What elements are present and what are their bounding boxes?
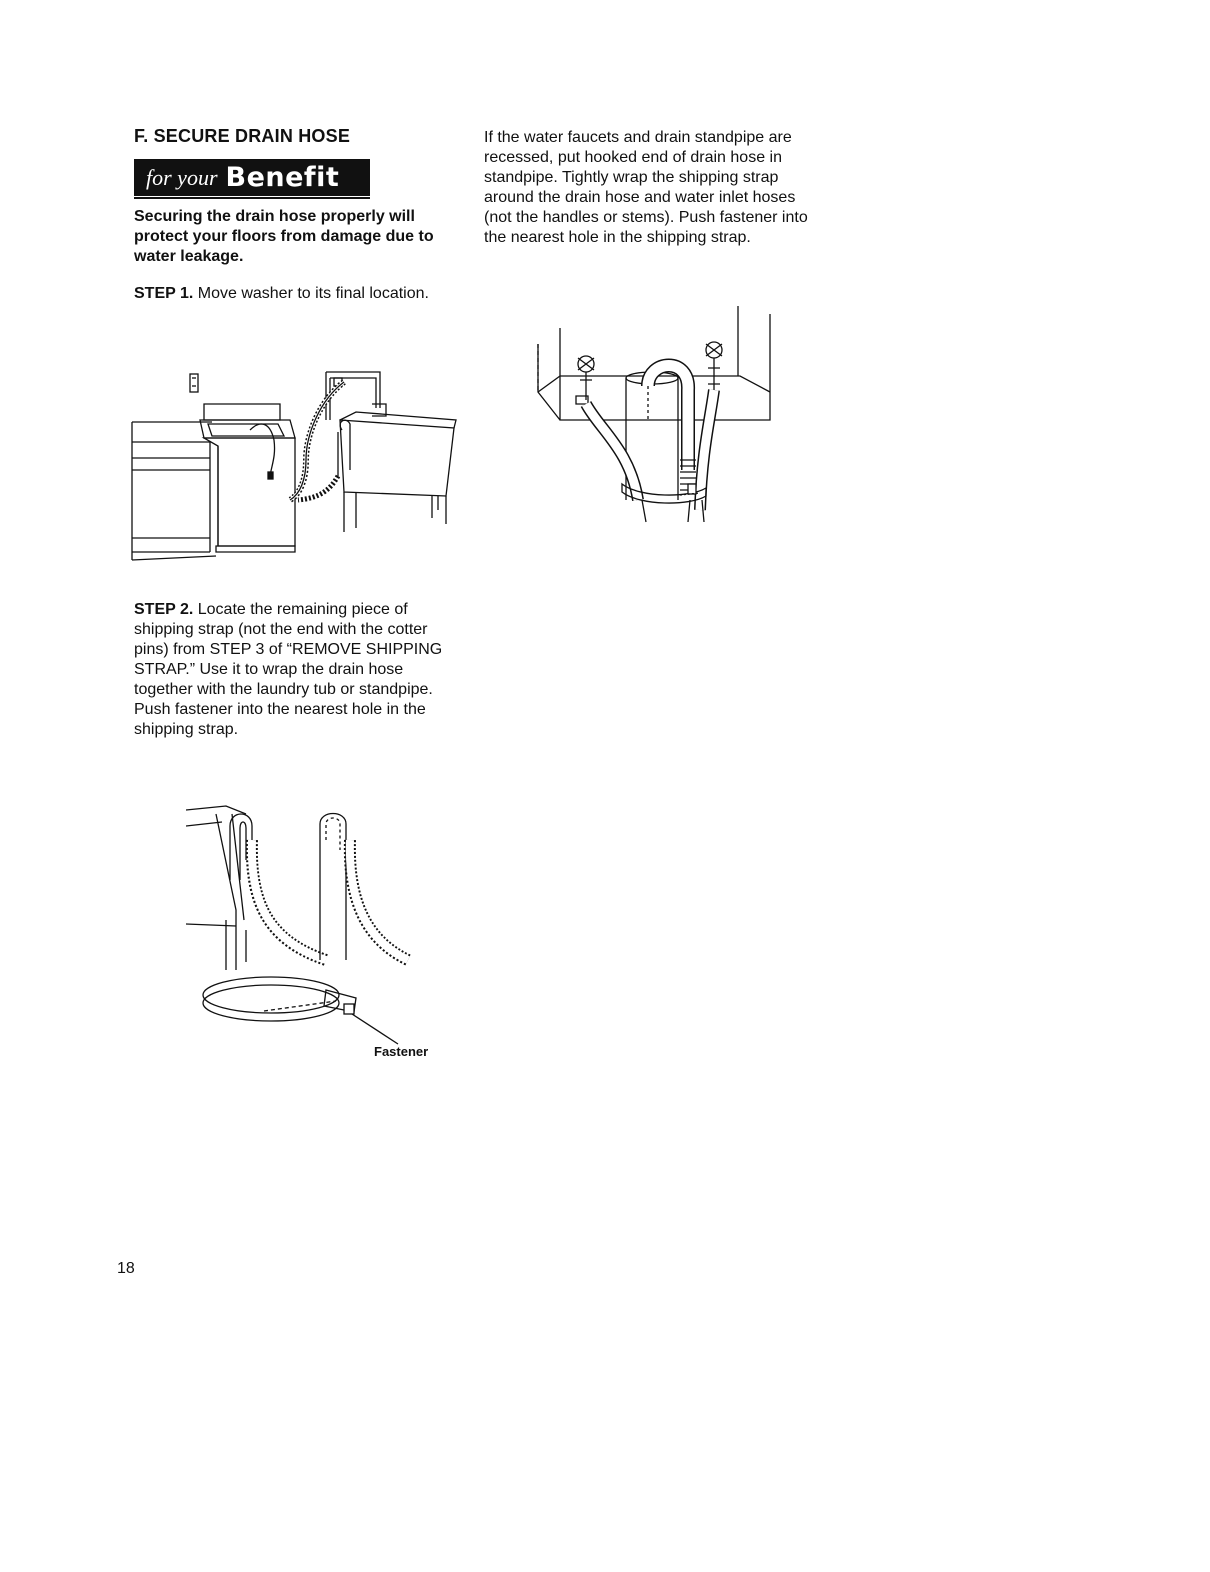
badge-script-text: for your — [146, 164, 218, 190]
page-number: 18 — [117, 1260, 135, 1277]
strap-fastener-illustration — [186, 800, 446, 1060]
benefit-lead-text: Securing the drain hose properly will protect your floors from damage due to water leakage. — [134, 208, 434, 265]
step1-label: STEP 1. — [134, 285, 194, 302]
for-your-benefit-badge — [134, 159, 370, 196]
section-heading: F. SECURE DRAIN HOSE — [134, 126, 351, 146]
badge-underline — [134, 197, 370, 199]
recessed-standpipe-illustration — [530, 300, 780, 530]
fastener-label: Fastener — [374, 1044, 429, 1059]
step2-label: STEP 2. — [134, 601, 194, 618]
step1-paragraph — [134, 284, 434, 304]
recessed-paragraph: If the water faucets and drain standpipe are recessed, put hooked end of drain hose in standpipe. Tightly wrap the shipping strap around the drain hose and water inlet hoses (not the handles or stems). Push fastener into the nearest hole in the shipping strap. — [484, 129, 808, 246]
badge-word-text: Benefit — [225, 162, 340, 193]
washer-laundry-tub-illustration — [130, 360, 460, 565]
step1-text: Move washer to its final location. — [193, 285, 429, 302]
step2-text: Locate the remaining piece of shipping strap (not the end with the cotter pins) from STEP 3 of “REMOVE SHIPPING STRAP.” Use it to wrap the drain hose together with the laundry tub or standpipe. Push fastener into the nearest hole in the shipping strap. — [134, 601, 443, 738]
step2-paragraph — [134, 600, 444, 740]
